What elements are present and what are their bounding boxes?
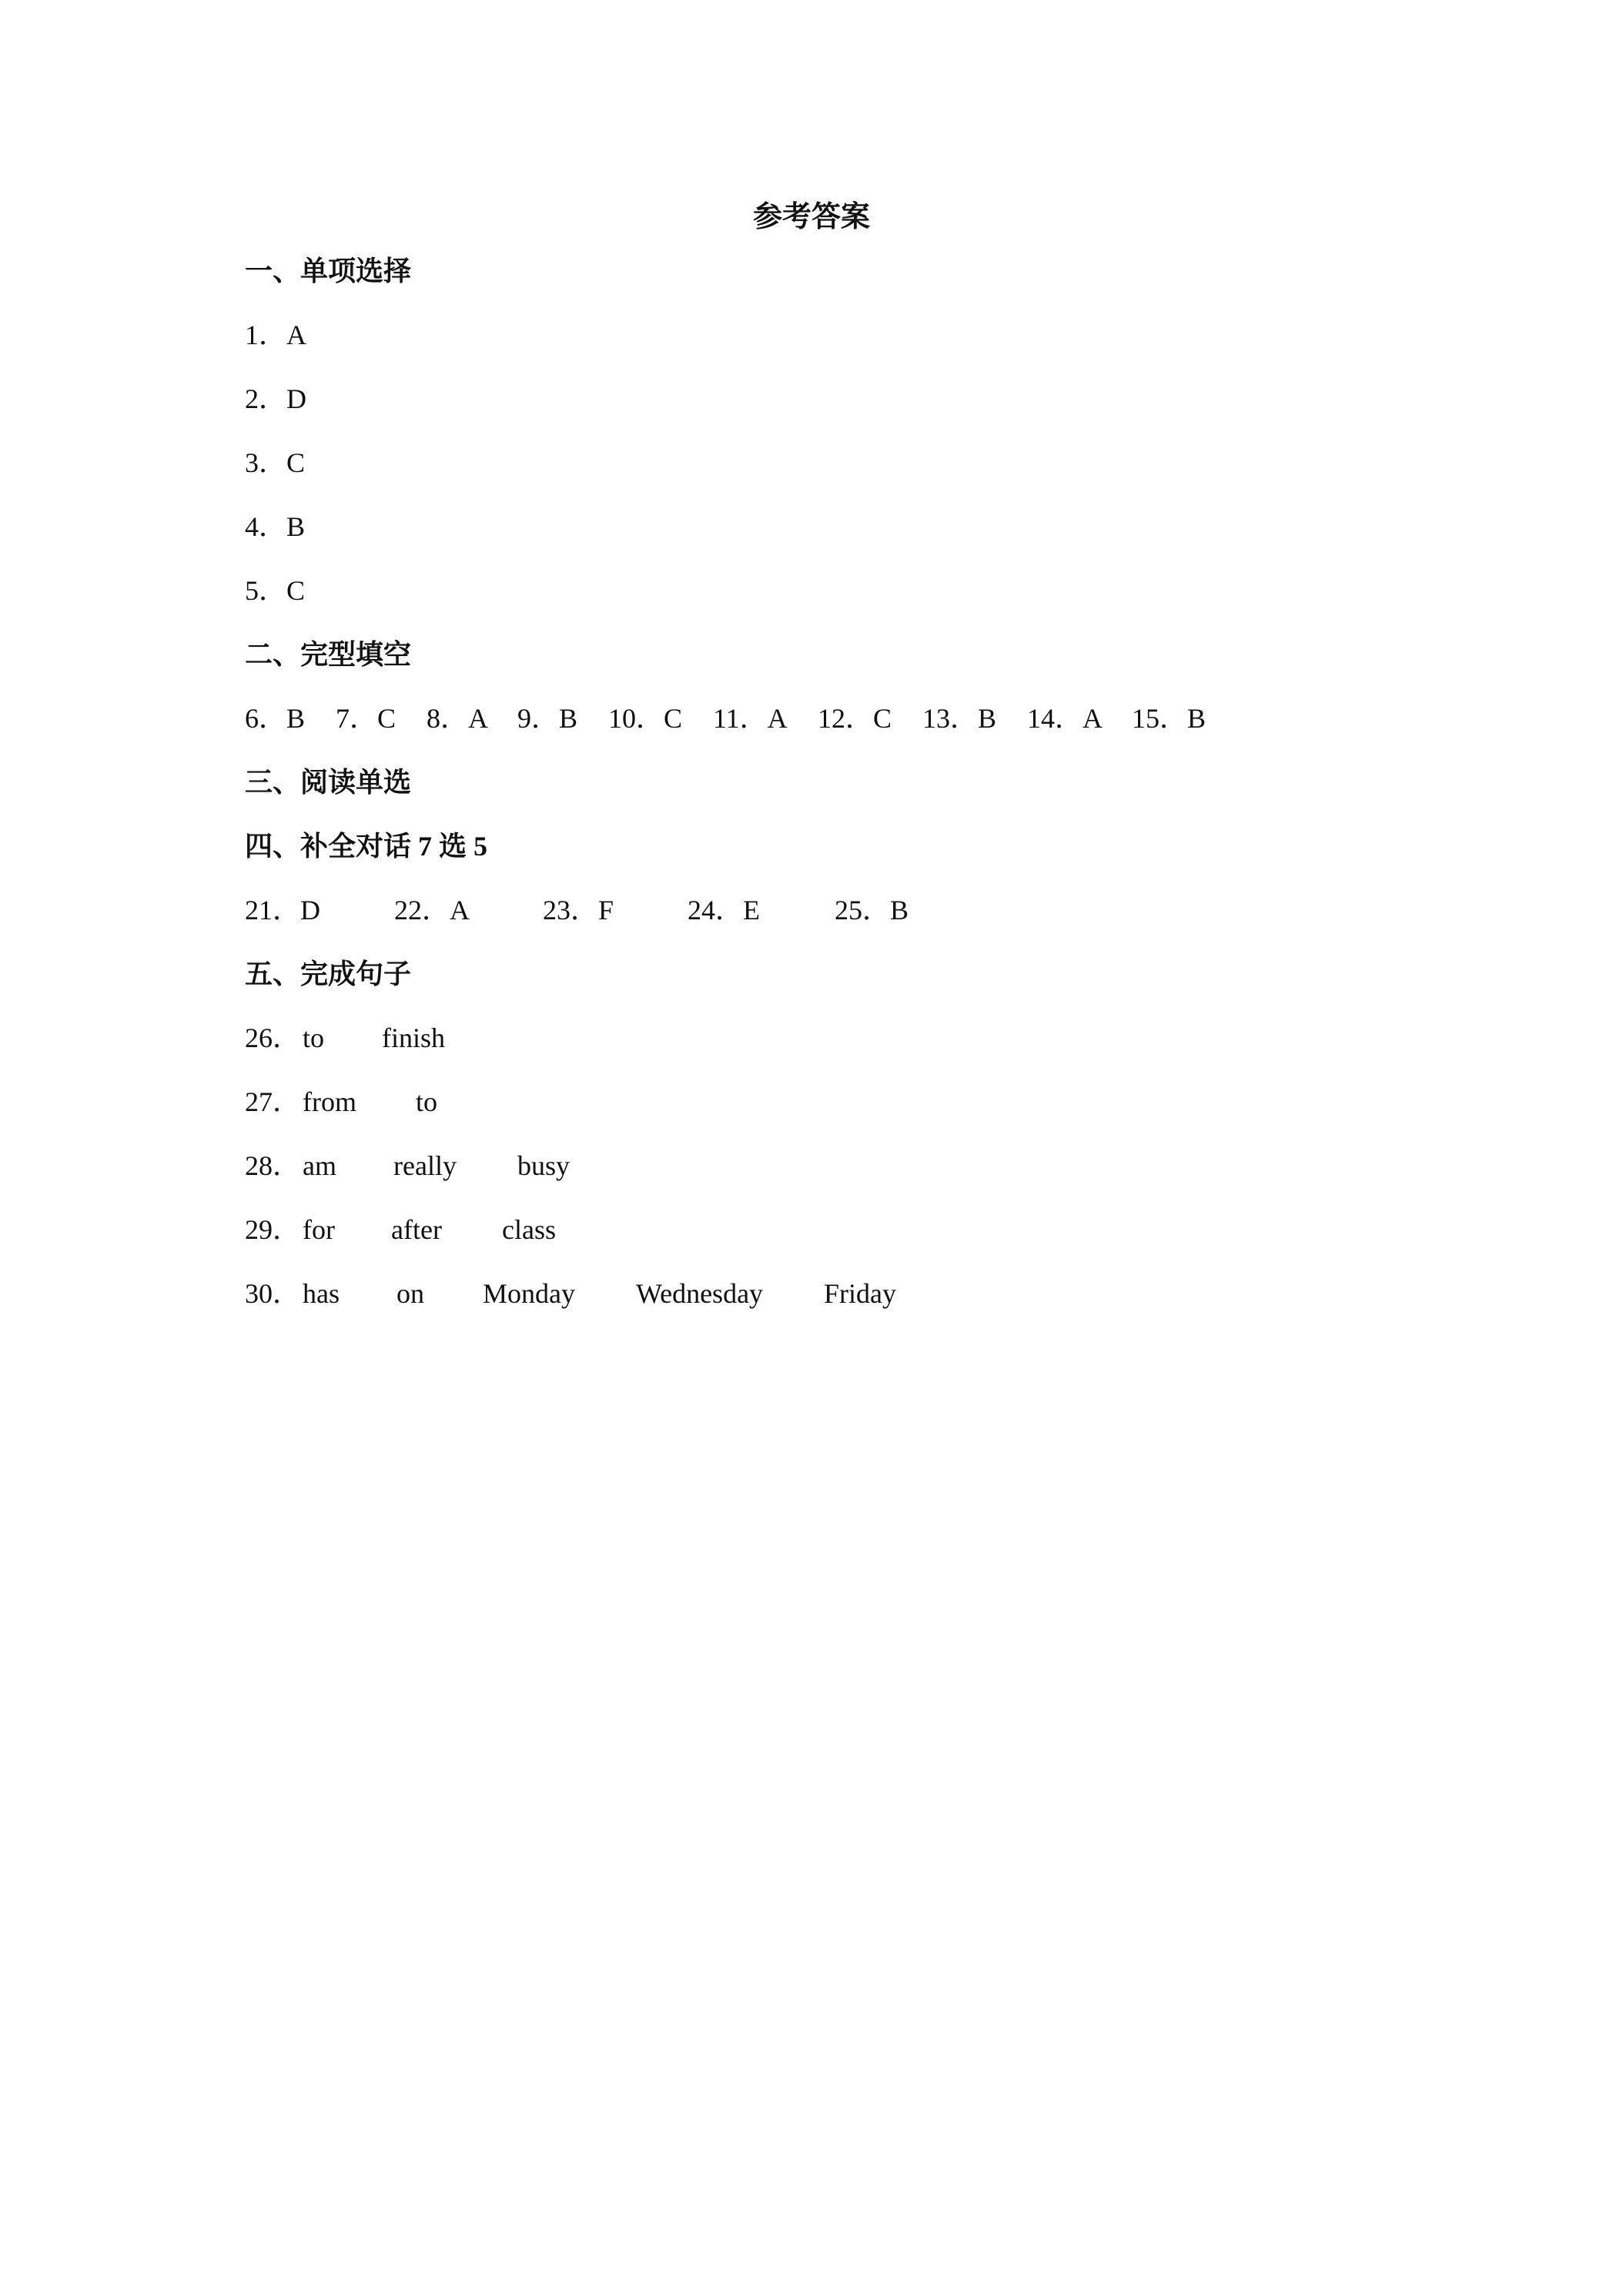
- answer-word: for: [303, 1214, 335, 1245]
- question-number: 29．: [245, 1214, 301, 1245]
- answer-row-sentence: [245, 1270, 1323, 1317]
- answer-row-sentence: [245, 1207, 1323, 1253]
- answer-item: [1027, 695, 1103, 741]
- answer-item: [543, 887, 614, 933]
- answer-row-dialogue: [245, 887, 1169, 933]
- answer-letter: A: [1083, 703, 1103, 734]
- answer-letter: B: [978, 703, 997, 734]
- answer-word: busy: [517, 1150, 571, 1181]
- answer-row-sentence: [245, 1079, 1323, 1125]
- question-number: 13．: [922, 703, 979, 734]
- answer-item: [608, 695, 682, 741]
- answer-item: [713, 695, 788, 741]
- answer-word: Monday: [483, 1278, 575, 1309]
- section-heading-single-choice: 一、单项选择: [245, 256, 412, 286]
- answer-row-cloze: [245, 695, 1323, 741]
- answer-word: really: [393, 1150, 457, 1181]
- answer-item: [1132, 695, 1206, 741]
- answer-letter: D: [286, 383, 307, 414]
- answer-item: [245, 376, 306, 422]
- answer-word: Friday: [824, 1278, 896, 1309]
- answer-item: [427, 695, 488, 741]
- question-number: 6．: [245, 703, 287, 734]
- answer-word: to: [416, 1086, 438, 1117]
- answer-word: finish: [382, 1022, 446, 1053]
- answer-letter: A: [468, 703, 489, 734]
- answer-word: Wednesday: [636, 1278, 764, 1309]
- answer-item: [245, 312, 306, 358]
- answer-item: [394, 887, 470, 933]
- question-number: 27．: [245, 1086, 301, 1117]
- answer-word: has: [303, 1278, 340, 1309]
- question-number: 28．: [245, 1150, 301, 1181]
- answer-letter: A: [450, 895, 470, 925]
- question-number: 30．: [245, 1278, 301, 1309]
- question-number: 21．: [245, 895, 301, 925]
- section-heading-reading: 三、阅读单选: [245, 767, 412, 798]
- answer-item: [688, 887, 760, 933]
- question-number: 14．: [1027, 703, 1083, 734]
- answer-letter: C: [664, 703, 683, 734]
- question-number: 26．: [245, 1022, 301, 1053]
- question-number: 24．: [688, 895, 744, 925]
- answer-letter: C: [873, 703, 892, 734]
- answer-item: [245, 567, 305, 614]
- question-number: 7．: [336, 703, 378, 734]
- answer-letter: A: [767, 703, 788, 734]
- answer-letter: A: [286, 320, 307, 350]
- answer-word: after: [391, 1214, 442, 1245]
- question-number: 12．: [818, 703, 874, 734]
- answer-word: class: [502, 1214, 556, 1245]
- answer-letter: F: [598, 895, 614, 925]
- answer-row-sentence: [245, 1015, 1323, 1061]
- answer-item: [245, 695, 305, 741]
- question-number: 8．: [427, 703, 469, 734]
- question-number: 9．: [517, 703, 560, 734]
- answer-letter: C: [286, 575, 306, 606]
- answer-letter: C: [377, 703, 397, 734]
- answer-letter: C: [286, 447, 306, 478]
- question-number: 15．: [1132, 703, 1188, 734]
- answer-item: [818, 695, 892, 741]
- answer-item: [245, 440, 305, 486]
- answer-letter: B: [286, 703, 306, 734]
- section-heading-sentences: 五、完成句子: [245, 959, 412, 989]
- answer-item: [245, 887, 320, 933]
- page-title: 参考答案: [752, 201, 870, 233]
- answer-letter: B: [286, 511, 306, 542]
- answer-letter: B: [559, 703, 578, 734]
- question-number: 1．: [245, 320, 287, 350]
- answer-item: [336, 695, 396, 741]
- answer-letter: B: [890, 895, 909, 925]
- question-number: 11．: [713, 703, 768, 734]
- answer-letter: B: [1187, 703, 1206, 734]
- question-number: 22．: [394, 895, 450, 925]
- answer-word: from: [303, 1086, 356, 1117]
- question-number: 23．: [543, 895, 599, 925]
- answer-letter: D: [300, 895, 321, 925]
- question-number: 25．: [835, 895, 891, 925]
- answer-letter: E: [743, 895, 761, 925]
- question-number: 10．: [608, 703, 664, 734]
- section-heading-dialogue: 四、补全对话 7 选 5: [245, 831, 488, 862]
- answer-item: [835, 887, 909, 933]
- answer-row-sentence: [245, 1143, 1323, 1189]
- answer-item: [517, 695, 577, 741]
- answer-word: to: [303, 1022, 325, 1053]
- question-number: 4．: [245, 511, 287, 542]
- answer-item: [922, 695, 996, 741]
- answer-word: on: [397, 1278, 424, 1309]
- question-number: 2．: [245, 383, 287, 414]
- question-number: 5．: [245, 575, 287, 606]
- section-heading-cloze: 二、完型填空: [245, 639, 412, 670]
- answer-item: [245, 504, 305, 550]
- answer-word: am: [303, 1150, 336, 1181]
- question-number: 3．: [245, 447, 287, 478]
